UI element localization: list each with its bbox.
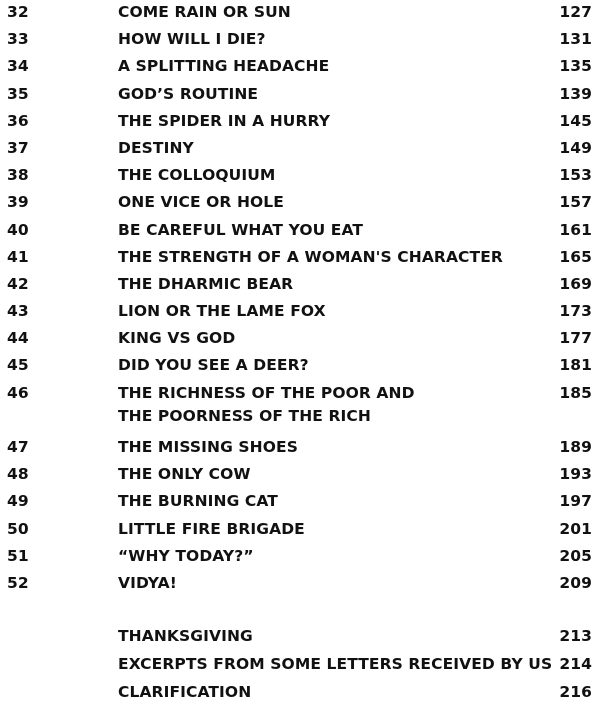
chapter-number: 33	[7, 30, 29, 49]
toc-entry	[0, 571, 600, 598]
chapter-number: 38	[7, 166, 29, 185]
page-number: 173	[559, 302, 592, 321]
page-number: 165	[559, 247, 592, 266]
page-number: 197	[559, 492, 592, 511]
back-matter-list	[0, 624, 600, 707]
toc-entry	[0, 299, 600, 326]
chapter-title	[118, 384, 415, 430]
chapter-number: 40	[7, 220, 29, 239]
section-title: CLARIFICATION	[118, 682, 252, 701]
toc-entry	[0, 624, 600, 652]
toc-entry	[0, 245, 600, 272]
chapter-number: 48	[7, 465, 29, 484]
chapter-title: THE STRENGTH OF A WOMAN'S CHARACTER	[118, 247, 503, 266]
toc-entry	[0, 381, 600, 435]
chapter-title-line-2: THE POORNESS OF THE RICH	[118, 406, 371, 425]
page-number: 135	[559, 57, 592, 76]
toc-entry	[0, 163, 600, 190]
toc-entry	[0, 353, 600, 380]
chapter-number: 46	[7, 383, 29, 402]
page-number: 153	[559, 166, 592, 185]
page-number: 177	[559, 329, 592, 348]
page-number: 213	[559, 627, 592, 646]
page-number: 205	[559, 546, 592, 565]
toc-entry	[0, 190, 600, 217]
chapter-number: 32	[7, 3, 29, 21]
section-gap	[0, 598, 600, 624]
chapter-title-line-1: THE RICHNESS OF THE POOR AND	[118, 383, 415, 402]
toc-entry	[0, 544, 600, 571]
chapter-number: 39	[7, 193, 29, 212]
page-number: 149	[559, 138, 592, 157]
toc-entry	[0, 54, 600, 81]
chapter-title: “WHY TODAY?”	[118, 546, 254, 565]
chapter-number: 41	[7, 247, 29, 266]
chapter-title: DID YOU SEE A DEER?	[118, 356, 309, 375]
chapter-number: 35	[7, 84, 29, 103]
chapter-number: 52	[7, 573, 29, 592]
toc-entry	[0, 82, 600, 109]
chapter-title: THE MISSING SHOES	[118, 438, 298, 457]
chapter-title: THE COLLOQUIUM	[118, 166, 276, 185]
page-number: 216	[559, 682, 592, 701]
page-number: 214	[559, 654, 592, 673]
chapter-number: 37	[7, 138, 29, 157]
page-number: 169	[559, 274, 592, 293]
chapter-title: GOD’S ROUTINE	[118, 84, 259, 103]
page-number: 181	[559, 356, 592, 375]
chapter-title: HOW WILL I DIE?	[118, 30, 266, 49]
chapter-title: LITTLE FIRE BRIGADE	[118, 519, 305, 538]
toc-entry	[0, 435, 600, 462]
toc-entry	[0, 326, 600, 353]
chapter-title: BE CAREFUL WHAT YOU EAT	[118, 220, 364, 239]
toc-entry	[0, 680, 600, 708]
toc-entry	[0, 218, 600, 245]
chapter-title: THE ONLY COW	[118, 465, 251, 484]
toc-entry	[0, 136, 600, 163]
toc-entry	[0, 652, 600, 680]
toc-entry	[0, 27, 600, 54]
toc-entry	[0, 272, 600, 299]
chapter-title: VIDYA!	[118, 573, 177, 592]
page-number: 127	[559, 3, 592, 21]
page-number: 157	[559, 193, 592, 212]
chapter-title: THE BURNING CAT	[118, 492, 278, 511]
chapter-number: 43	[7, 302, 29, 321]
section-title: THANKSGIVING	[118, 627, 253, 646]
page-number: 185	[559, 383, 592, 402]
chapter-title: LION OR THE LAME FOX	[118, 302, 326, 321]
chapter-number: 45	[7, 356, 29, 375]
chapter-number: 50	[7, 519, 29, 538]
section-title: EXCERPTS FROM SOME LETTERS RECEIVED BY US	[118, 654, 553, 673]
toc-entry	[0, 489, 600, 516]
chapter-number: 36	[7, 111, 29, 130]
chapter-title: DESTINY	[118, 138, 194, 157]
chapter-title: THE DHARMIC BEAR	[118, 274, 294, 293]
page-number: 131	[559, 30, 592, 49]
page-number: 161	[559, 220, 592, 239]
toc-entry	[0, 462, 600, 489]
chapter-number: 49	[7, 492, 29, 511]
chapter-title: A SPLITTING HEADACHE	[118, 57, 330, 76]
chapter-title: KING VS GOD	[118, 329, 236, 348]
chapter-number: 44	[7, 329, 29, 348]
chapter-number: 51	[7, 546, 29, 565]
chapter-title: ONE VICE OR HOLE	[118, 193, 284, 212]
page-number: 189	[559, 438, 592, 457]
chapter-title: COME RAIN OR SUN	[118, 3, 291, 21]
chapter-number: 47	[7, 438, 29, 457]
chapter-number: 34	[7, 57, 29, 76]
toc-entry	[0, 0, 600, 27]
chapter-title: THE SPIDER IN A HURRY	[118, 111, 331, 130]
page-number: 145	[559, 111, 592, 130]
page-number: 139	[559, 84, 592, 103]
page-number: 201	[559, 519, 592, 538]
chapter-number: 42	[7, 274, 29, 293]
page-number: 193	[559, 465, 592, 484]
toc-entry	[0, 109, 600, 136]
toc-entry	[0, 517, 600, 544]
page-number: 209	[559, 573, 592, 592]
